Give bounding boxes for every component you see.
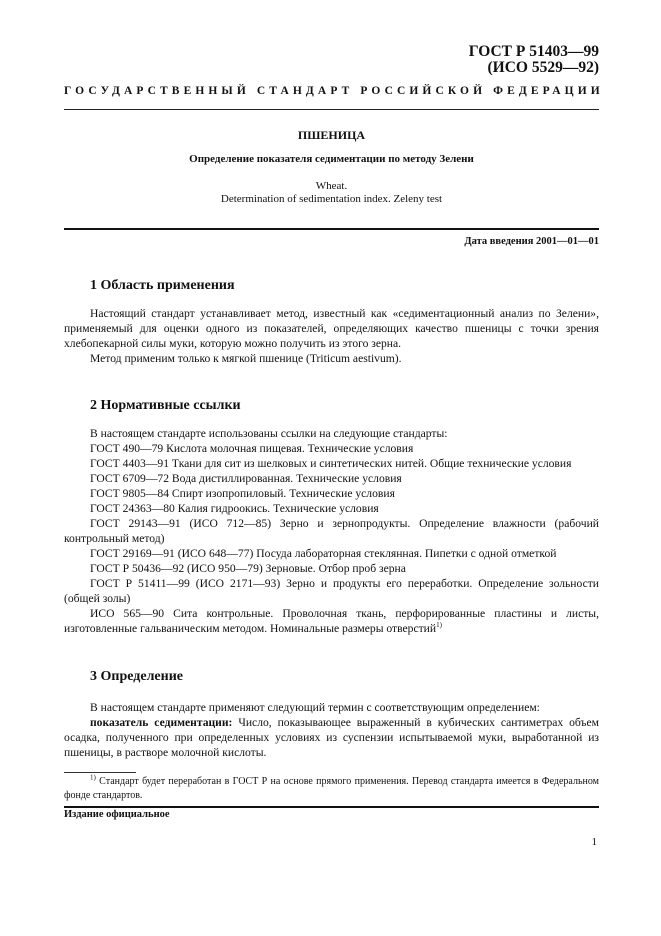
gost-number: ГОСТ Р 51403—99 bbox=[468, 43, 599, 60]
footnote-mark: 1) bbox=[90, 773, 96, 782]
reference-item: ГОСТ 24363—80 Калия гидроокись. Технические условия bbox=[90, 502, 379, 515]
reference-item: ГОСТ 490—79 Кислота молочная пищевая. Технические условия bbox=[90, 442, 414, 455]
reference-item: ГОСТ 29169—91 (ИСО 648—77) Посуда лабораторная стеклянная. Пипетки с одной отметкой bbox=[90, 547, 557, 560]
definition-term: показатель седиментации: bbox=[90, 716, 233, 729]
footnote-divider bbox=[64, 772, 136, 773]
edition-label: Издание официальное bbox=[64, 809, 170, 820]
section-2-body bbox=[64, 426, 599, 636]
definition-intro: В настоящем стандарте применяют следующий термин с соответствующим определением: bbox=[90, 701, 540, 714]
english-title bbox=[64, 180, 599, 206]
header-divider bbox=[64, 109, 599, 110]
footnote bbox=[64, 775, 599, 802]
definition-paragraph bbox=[64, 715, 599, 760]
english-title-line2: Determination of sedimentation index. Zeleny test bbox=[220, 193, 443, 205]
section-2-heading: 2 Нормативные ссылки bbox=[90, 398, 241, 413]
footnote-reference[interactable]: 1) bbox=[436, 621, 442, 630]
section-3-heading: 3 Определение bbox=[90, 669, 183, 684]
footer-divider bbox=[64, 806, 599, 808]
reference-item: ГОСТ 29143—91 (ИСО 712—85) Зерно и зернопродукты. Определение влажности (рабочий контрольный метод) bbox=[64, 517, 599, 545]
section-1-heading: 1 Область применения bbox=[90, 278, 235, 293]
footnote-text: Стандарт будет переработан в ГОСТ Р на основе прямого применения. Перевод стандарта имеется в Федеральном фонде стандартов. bbox=[64, 776, 599, 801]
iso-number: (ИСО 5529—92) bbox=[487, 59, 599, 76]
page-number: 1 bbox=[591, 836, 597, 848]
reference-item: ГОСТ 6709—72 Вода дистиллированная. Технические условия bbox=[90, 472, 402, 485]
references-intro: В настоящем стандарте использованы ссылки на следующие стандарты: bbox=[90, 427, 448, 440]
reference-item: ГОСТ 4403—91 Ткани для сит из шелковых и синтетических нитей. Общие технические условия bbox=[90, 457, 572, 470]
reference-item-last bbox=[64, 606, 599, 636]
english-title-line1: Wheat. bbox=[315, 180, 348, 192]
section-1-body bbox=[64, 306, 599, 366]
state-standard-title: ГОСУДАРСТВЕННЫЙ СТАНДАРТ РОССИЙСКОЙ ФЕДЕРАЦИИ bbox=[64, 85, 604, 97]
definition-text: Число, показывающее выраженный в кубических сантиметрах объем осадка, полученного при определенных условиях из суспензии испытываемой муки, выработанной из пшеницы, в растворе молочной кислоты. bbox=[64, 716, 599, 759]
reference-item: ГОСТ Р 50436—92 (ИСО 950—79) Зерновые. Отбор проб зерна bbox=[90, 562, 406, 575]
section-1-paragraph-2: Метод применим только к мягкой пшенице (Triticum aestivum). bbox=[90, 352, 402, 365]
introduction-date: Дата введения 2001—01—01 bbox=[464, 236, 599, 247]
reference-item: ГОСТ 9805—84 Спирт изопропиловый. Технические условия bbox=[90, 487, 395, 500]
reference-item: ГОСТ Р 51411—99 (ИСО 2171—93) Зерно и продукты его переработки. Определение зольности (общей золы) bbox=[64, 577, 599, 605]
gost-number-block bbox=[469, 44, 599, 76]
document-subtitle: Определение показателя седиментации по методу Зелени bbox=[189, 153, 474, 165]
section-3-body bbox=[64, 700, 599, 760]
title-divider bbox=[64, 228, 599, 230]
reference-item-text: ИСО 565—90 Сита контрольные. Проволочная ткань, перфорированные пластины и листы, изготовленные гальваническим методом. Номинальные размеры отверстий bbox=[64, 607, 599, 635]
document-title: ПШЕНИЦА bbox=[297, 128, 366, 142]
section-1-paragraph-1: Настоящий стандарт устанавливает метод, известный как «седиментационный анализ по Зелени», применяемый для оценки одного из показателей, определяющих качество пшеницы с точки зрения хлебопекарной силы муки, которую можно получить из этого зерна. bbox=[64, 307, 599, 350]
